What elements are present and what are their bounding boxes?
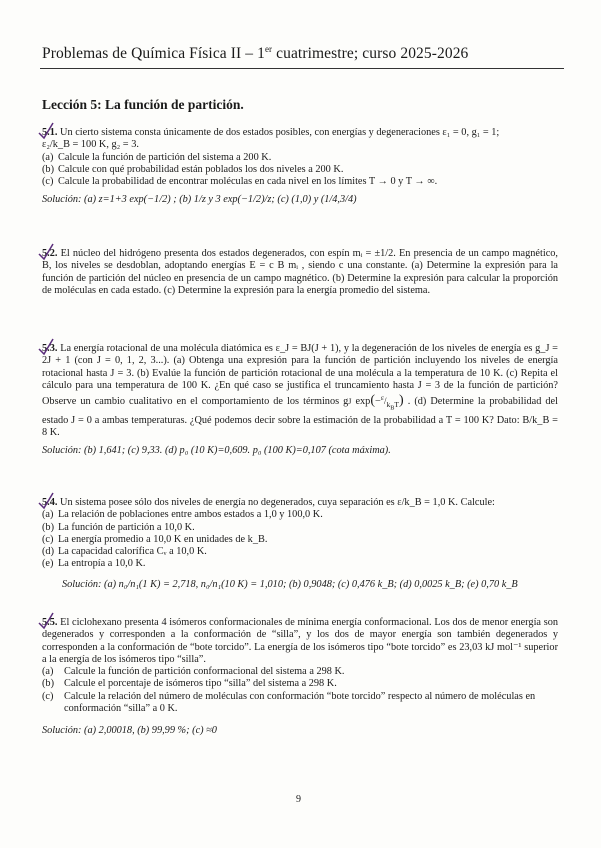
list-item: (a) La relación de poblaciones entre ambos estados a 1,0 y 100,0 K. [42,509,323,521]
solution-text: Solución: (a) 2,00018, (b) 99,99 %; (c) ≈0 [42,725,217,737]
list-item: (c) Calcule la relación del número de moléculas con conformación “bote torcido” respecto al número de moléculas en conformación “silla” a 0 K. [42,690,536,715]
checkmark-icon [37,242,55,262]
problem-number: 5.5. [42,617,57,628]
lesson-title: Lección 5: La función de partición. [42,97,244,112]
checkmark-icon [37,337,55,357]
list-item: (b) Calcule el porcentaje de isómeros tipo “silla” del sistema a 298 K. [42,678,337,690]
page-number: 9 [296,794,301,805]
problem-text-b-post: . (d) Determine la probabilidad del estado J = 0 a ambas temperaturas. ¿Qué podemos decir sobre la estimación de la probabilidad a T = 100 K? Dato: B/k_B = 8 K. [42,396,558,439]
checkmark-icon [37,121,55,141]
list-item: (a) Calcule la función de partición del sistema a 200 K. [42,151,272,163]
problem-5-2 [42,248,558,297]
list-item: (c) Calcule la probabilidad de encontrar moléculas en cada nivel en los límites T → 0 y T → ∞. [42,176,438,188]
problem-text-b-pre: términos g [303,396,349,408]
list-item: (b) La función de partición a 10,0 K. [42,521,195,533]
problem-5-4-statement [42,497,558,509]
problem-text: El núcleo del hidrógeno presenta dos estados degenerados, con espín mᵢ = ±1/2. En presencia de un campo magnético, B, los niveles se desdoblan, adoptando energías E = c B mᵢ , siendo c una constante. (a) Determine la expresión para la función de partición del núcleo en presencia de un campo magnético. (b) Determine la expresión para calcular la proporción de moléculas en cada estado. (c) Determine la expresión para la energía promedio del sistema. [42,248,558,296]
problem-5-3 [42,343,558,458]
problem-number: 5.3. [42,343,57,354]
list-item: (d) La capacidad calorífica Cᵥ a 10,0 K. [42,546,207,558]
header-title-main: Problemas de Química Física II – 1 [42,45,265,63]
problem-5-3-statement: 5.3. La energía rotacional de una molécula diatómica es ε_J = BJ(J + 1), y la degeneración de los niveles de energía es g_J = 2J + 1 (con J = 0, 1, 2, 3...). (a) Obtenga una expresión para la función de partición incluyendo los niveles de energía rotacional hasta J = 3. (b) Evalúe la función de partición rotacional de una molécula a la temperatura de 10 K. (c) Repita el cálculo para una temperatura de 100 K. ¿En qué caso se justifica el truncamiento hasta J = 3 de la función de partición? Observe un cambio cualitativo en el comportamiento de los términos gJ $\exp(-^\varepsilon/_{k_BT})$ . (d) Determine la probabilidad del estado J = 0 a ambas temperaturas. ¿Qué podemos decir sobre la estimación de la probabilidad a T = 100 K? Dato: B/k_B = 8 K. [42,343,558,439]
list-item: (e) La entropía a 10,0 K. [42,558,146,570]
problem-text: La energía rotacional de una molécula diatómica es ε_J = BJ(J + 1), y la degeneración de los niveles de energía es g_J = 2J + 1 (con J = 0, 1, 2, 3...). (a) Obtenga una expresión para la función de partición incluyendo los niveles de energía rotacional hasta J = 3. (b) Evalúe la función de partición rotacional de una molécula a la temperatura de 10 K. (c) Repita el cálculo para una temperatura de 100 K. ¿En qué caso se justifica el truncamiento hasta J = 3 de la función de partición? Observe un cambio cualitativo en el comportamiento de los [42,343,558,408]
header-title-end: cuatrimestre; curso 2025-2026 [272,45,469,63]
header-title-sup: er [264,44,273,54]
solution-text: Solución: (a) n₀/n₁(1 K) = 2,718, n₀/n₁(10 K) = 1,010; (b) 0,9048; (c) 0,476 k_B; (d) 0,0025 k_B; (e) 0,70 k_B [62,578,518,590]
problem-5-2-statement [42,248,558,297]
list-item: (a) Calcule la función de partición conformacional del sistema a 298 K. [42,666,345,678]
solution-text: Solución: (a) z=1+3 exp(−1/2) ; (b) 1/z y 3 exp(−1/2)/z; (c) (1,0) y (1/4,3/4) [42,194,357,206]
list-item: (b) Calcule con qué probabilidad están poblados los dos niveles a 200 K. [42,163,344,175]
problem-number: 5.4. [42,497,57,508]
problem-line: Un cierto sistema consta únicamente de dos estados posibles, con energías y degeneraciones ε₁ = 0, g₁ = 1; [60,127,500,138]
problem-5-1 [42,127,558,207]
checkmark-icon [37,611,55,631]
solution-text: Solución: (b) 1,641; (c) 9,33. (d) p₀ (10 K)=0,609. p₀ (100 K)=0,107 (cota máxima). [42,445,391,457]
problem-number: 5.1. [42,127,57,138]
problem-text: El ciclohexano presenta 4 isómeros conformacionales de mínima energía conformacional. Los dos de menor energía son degenerados y corresponden a la conformación de “silla”, y los dos de mayor energía son también degenerados y corresponden a la conformación de “bote torcido”. La energía de los isómeros tipo “bote torcido” es 23,03 kJ mol⁻¹ superior a la energía de los isómeros tipo “silla”. [42,617,558,665]
page-header [42,44,562,63]
problem-5-5 [42,617,558,738]
problem-5-1-statement [42,127,558,152]
problem-number: 5.2. [42,248,57,259]
list-item: (c) La energía promedio a 10,0 K en unidades de k_B. [42,533,268,545]
problem-5-4 [42,497,558,591]
checkmark-icon [37,491,55,511]
header-rule [40,68,564,69]
problem-line: ε₂/k_B = 100 K, g₂ = 3. [42,139,139,151]
problem-line: Un sistema posee sólo dos niveles de energía no degenerados, cuya separación es ε/k_B = 1,0 K. Calcule: [60,497,495,508]
problem-5-5-statement [42,617,558,666]
